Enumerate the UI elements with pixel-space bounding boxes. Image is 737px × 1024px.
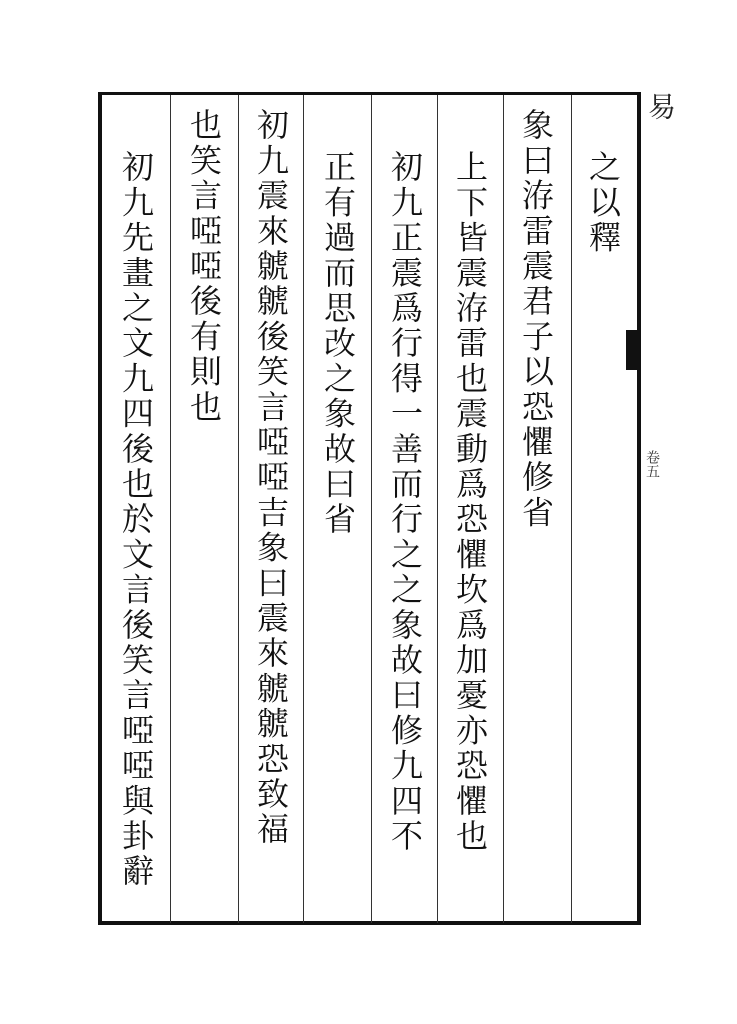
text-column-1: 之以釋 [584,150,622,256]
column-rule [571,95,572,923]
column-rule [238,95,239,923]
text-column-8: 初九先畫之文九四後也於文言後笑言啞啞與卦辭 [117,150,155,890]
margin-book-title: 易 [644,92,677,122]
text-column-4: 初九正震爲行得一善而行之之象故曰修九四不 [386,150,424,854]
column-rule [303,95,304,923]
text-column-7: 也笑言啞啞後有則也 [185,108,223,425]
page-frame [98,92,639,925]
column-rule [170,95,171,923]
column-rule [503,95,504,923]
column-rule [371,95,372,923]
text-column-3: 上下皆震洊雷也震動爲恐懼坎爲加憂亦恐懼也 [451,150,489,854]
text-column-6: 初九震來虩虩後笑言啞啞吉象曰震來虩虩恐致福 [252,108,290,848]
text-column-2: 象曰洊雷震君子以恐懼修省 [517,108,555,531]
text-column-5: 正有過而思改之象故曰省 [319,150,357,538]
fishtail-mark [626,330,640,370]
margin-rule [639,92,641,925]
margin-chapter: 卷五 [644,450,660,478]
column-rule [437,95,438,923]
